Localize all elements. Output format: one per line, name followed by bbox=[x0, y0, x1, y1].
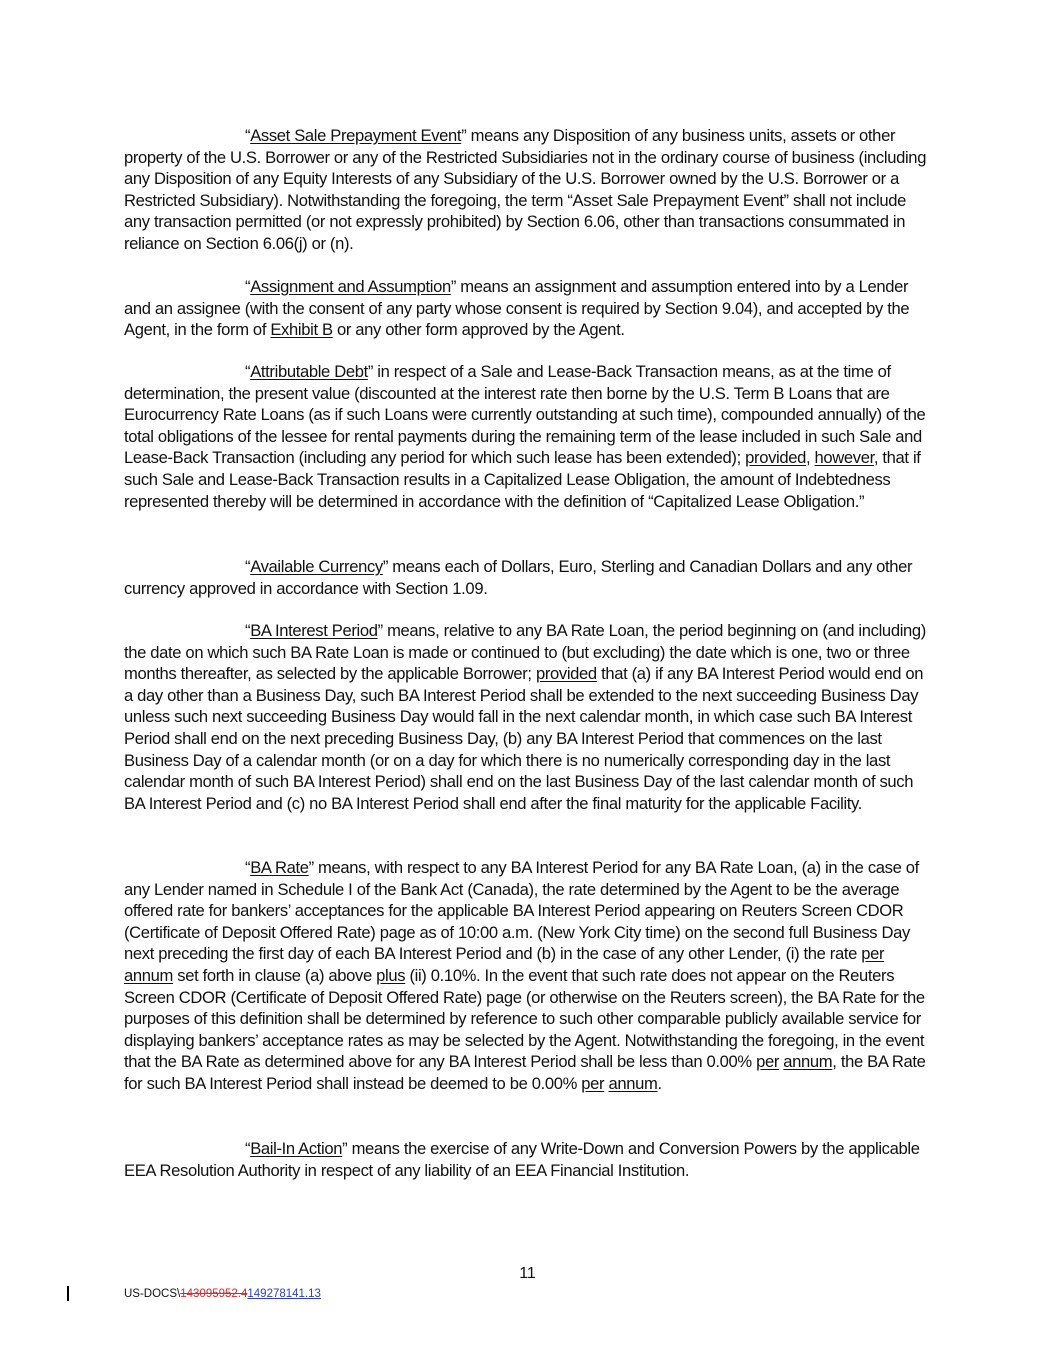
body-text: ” in respect of a Sale and Lease-Back Transaction means, as at the time of determination, the present value (discounted at the interest rate then borne by the U.S. Term B Loans that are Eurocurrency Rate Loans (as if such Loans were currently outstanding at such time), compounded annually) of the total obligations of the lessee for rental payments during the remaining term of the lease included in such Sale and Lease-Back Transaction (including any period for which such lease has been extended); bbox=[124, 362, 926, 468]
underlined-text: Bail-In Action bbox=[250, 1139, 343, 1158]
body-text: (ii) 0.10%. In the event that such rate does not appear on the Reuters Screen CDOR (Certificate of Deposit Offered Rate) page (or otherwise on the Reuters screen), the BA Rate for the purposes of this definition shall be determined by reference to such other comparable publicly available service for displaying bankers’ acceptance rates as may be selected by the Agent. Notwithstanding the foregoing, in the event that the BA Rate as determined above for any BA Interest Period shall be less than 0.00% bbox=[124, 965, 925, 1072]
underlined-text: plus bbox=[376, 965, 406, 985]
body-text: ” means the exercise of any Write-Down and Conversion Powers by the applicable EEA Resolution Authority in respect of any liability of an EEA Financial Institution. bbox=[124, 1139, 920, 1180]
body-text: “ bbox=[245, 621, 251, 640]
body-text: . bbox=[657, 1073, 662, 1093]
body-text: that (a) if any BA Interest Period would end on a day other than a Business Day, such BA Interest Period shall be extended to the next succeeding Business Day unless such next succeeding Business Day would fall in the next calendar month, in which case such BA Interest Period shall end on the next preceding Business Day, (b) any BA Interest Period that commences on the last Business Day of a calendar month (or on a day for which there is no numerically corresponding day in the last calendar month of such BA Interest Period) shall end on the last Business Day of the last calendar month of such BA Interest Period and (c) no BA Interest Period shall end after the final maturity for the applicable Facility. bbox=[124, 664, 924, 813]
body-text: “ bbox=[245, 362, 251, 381]
body-text: set forth in clause (a) above bbox=[173, 965, 377, 985]
underlined-text: Available Currency bbox=[250, 557, 383, 576]
page-number: 11 bbox=[519, 1265, 536, 1282]
body-text: ” means an assignment and assumption entered into by a Lender and an assignee (with the consent of any party whose consent is required by Section 9.04), and accepted by the Agent, in the form of bbox=[124, 277, 910, 340]
underlined-text: provided bbox=[745, 448, 806, 468]
body-text: “ bbox=[245, 858, 251, 877]
definition-attributable-debt bbox=[124, 361, 932, 512]
footer-inserted-doc-number: 149278141.13 bbox=[247, 1288, 321, 1300]
body-text: , the BA Rate for such BA Interest Period shall instead be deemed to be 0.00% bbox=[124, 1052, 926, 1093]
footer-doc-prefix: US-DOCS\ bbox=[124, 1288, 181, 1300]
underlined-text: BA Interest Period bbox=[250, 621, 378, 640]
body-text: ” means, with respect to any BA Interest Period for any BA Rate Loan, (a) in the case of any Lender named in Schedule I of the Bank Act (Canada), the rate determined by the Agent to be the average offered rate for bankers’ acceptances for the applicable BA Interest Period appearing on Reuters Screen CDOR (Certificate of Deposit Offered Rate) page as of 10:00 a.m. (New York City time) on the second full Business Day next preceding the first day of each BA Interest Period and (b) in the case of any other Lender, (i) the rate bbox=[124, 858, 919, 964]
body-text: or any other form approved by the Agent. bbox=[332, 320, 625, 340]
body-text: ” means, relative to any BA Rate Loan, the period beginning on (and including) the date on which such BA Rate Loan is made or continued to (but excluding) the date which is one, two or three months thereafter, as selected by the applicable Borrower; bbox=[124, 621, 926, 684]
body-text: ” means each of Dollars, Euro, Sterling and Canadian Dollars and any other currency approved in accordance with Section 1.09. bbox=[124, 557, 913, 598]
underlined-text: Attributable Debt bbox=[250, 362, 368, 381]
body-text: “ bbox=[245, 1139, 251, 1158]
underlined-text: per bbox=[581, 1073, 605, 1093]
body-text: , that if such Sale and Lease-Back Transaction results in a Capitalized Lease Obligation, the amount of Indebtedness represented thereby will be determined in accordance with the definition of “Capitalized Lease Obligation.” bbox=[124, 448, 921, 511]
underlined-text: annum bbox=[783, 1052, 833, 1072]
definition-ba-interest-period bbox=[124, 620, 932, 814]
underlined-text: provided bbox=[535, 664, 597, 684]
document-footer-id bbox=[124, 1288, 321, 1300]
definition-asset-sale-prepayment-event bbox=[124, 125, 932, 255]
body-text: , bbox=[806, 448, 815, 468]
underlined-text: annum bbox=[608, 1073, 658, 1093]
body-text: “ bbox=[245, 277, 251, 296]
underlined-text: annum bbox=[124, 965, 173, 985]
body-text: “ bbox=[245, 126, 251, 145]
underlined-text: however bbox=[814, 448, 874, 468]
body-text: ” means any Disposition of any business units, assets or other property of the U.S. Borrower or any of the Restricted Subsidiaries not in the ordinary course of business (including any Disposition of any Equity Interests of any Subsidiary of the U.S. Borrower owned by the U.S. Borrower or a Restricted Subsidiary). Notwithstanding the foregoing, the term “Asset Sale Prepayment Event” shall not include any transaction permitted (or not expressly prohibited) by Section 6.06, other than transactions consummated in reliance on Section 6.06(j) or (n). bbox=[124, 126, 927, 253]
footer-deleted-doc-number: 143095952.4 bbox=[180, 1288, 248, 1300]
underlined-text: Assignment and Assumption bbox=[250, 277, 451, 296]
change-bar bbox=[67, 1286, 69, 1301]
definition-assignment-and-assumption bbox=[124, 276, 932, 341]
underlined-text: Asset Sale Prepayment Event bbox=[250, 126, 462, 145]
underlined-text: BA Rate bbox=[250, 858, 309, 877]
definition-available-currency bbox=[124, 556, 932, 599]
body-text: “ bbox=[245, 557, 251, 576]
underlined-text: per bbox=[861, 944, 885, 964]
underlined-text: Exhibit B bbox=[270, 320, 333, 340]
definition-bail-in-action bbox=[124, 1138, 932, 1181]
underlined-text: per bbox=[756, 1052, 780, 1072]
definition-ba-rate bbox=[124, 857, 932, 1095]
